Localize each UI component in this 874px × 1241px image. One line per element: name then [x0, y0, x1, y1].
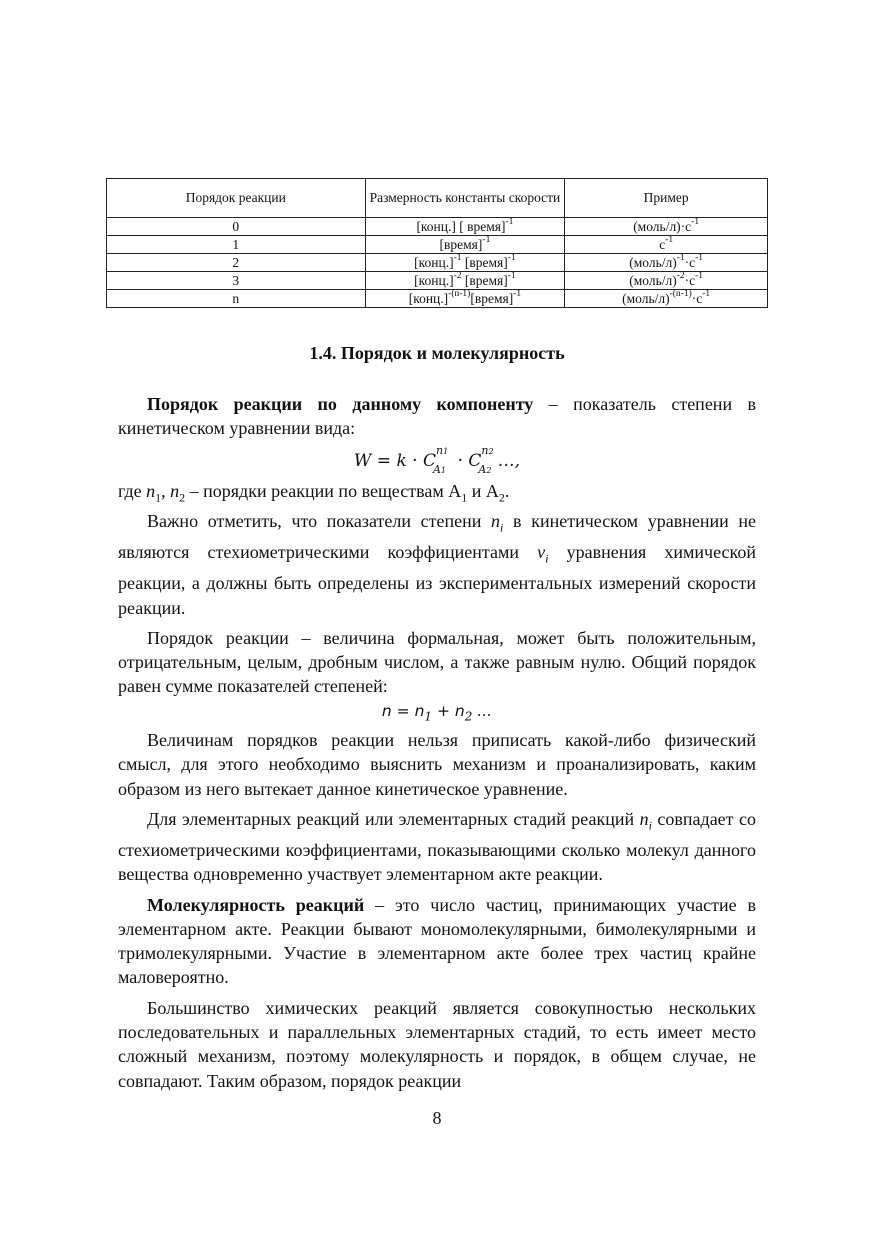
cell-example: $(моль/л)^{-(n-1)}\cdot с^{-1}$	[565, 290, 768, 308]
cell-dimension: [конц.]$^{-1}$ [время]$^{-1}$	[365, 254, 565, 272]
table-row	[107, 272, 768, 290]
page-number: 8	[432, 1108, 442, 1128]
cell-example: $(моль/л)\cdot с^{-1}$	[565, 218, 768, 236]
paragraph-elementary: Для элементарных реакций или элементарных стадий реакций $n_i$ совпадает со стехиометрическими коэффициентами, показывающими сколько молекул данного вещества одновременно участвует элементарном акте реакции.	[118, 809, 756, 885]
cell-dimension: [конц.] [ время]$^{-1}$	[365, 218, 565, 236]
paragraph-where: где $n_1$, $n_2$ – порядки реакции по веществам $А_1$ и $А_2$.	[118, 480, 510, 505]
cell-order: 1	[107, 236, 366, 254]
header-order: Порядок реакции	[107, 179, 366, 218]
cell-dimension: [конц.]$^{-(n-1)}$[время]$^{-1}$	[365, 290, 565, 308]
formula-total-order: $n = n_1 + n_2$ ...	[381, 701, 493, 724]
table-row	[107, 254, 768, 272]
paragraph-order-definition: Порядок реакции по данному компоненту – показатель степени в кинетическом уравнении вида:	[118, 394, 756, 439]
header-example: Пример	[565, 179, 768, 218]
header-dimension: Размерность константы скорости	[365, 179, 565, 218]
section-title: 1.4. Порядок и молекулярность	[309, 343, 565, 363]
cell-dimension: [время]$^{-1}$	[365, 236, 565, 254]
cell-dimension: [конц.]$^{-2}$ [время]$^{-1}$	[365, 272, 565, 290]
cell-example: $(моль/л)^{-2}\cdot с^{-1}$	[565, 272, 768, 290]
cell-order: 2	[107, 254, 366, 272]
cell-order: n	[107, 290, 366, 308]
paragraph-formal-order: Порядок реакции – величина формальная, может быть положительным, отрицательным, целым, дробным числом, а также равным нулю. Общий порядок равен сумме показателей степеней:	[118, 627, 756, 697]
cell-order: 0	[107, 218, 366, 236]
table-row	[107, 290, 768, 308]
formula-rate-law: W = k · C n1 A1 · C n2 A2 …,	[353, 443, 521, 476]
dimension-table	[106, 178, 768, 308]
paragraph-exponents: Важно отметить, что показатели степени $n_i$ в кинетическом уравнении не являются стехиометрическими коэффициентами $\nu_i$ уравнения химической реакции, а должны быть определены из экспериментальных измерений скорости реакции.	[118, 511, 756, 618]
cell-order: 3	[107, 272, 366, 290]
paragraph-complex-mechanism: Большинство химических реакций является совокупностью нескольких последовательных и параллельных элементарных стадий, то есть имеет место сложный механизм, поэтому молекулярность и порядок, в общем случае, не совпадают. Таким образом, порядок реакции	[118, 997, 756, 1091]
paragraph-physical-meaning: Величинам порядков реакции нельзя приписать какой-либо физический смысл, для этого необходимо выяснить механизм и проанализировать, каким образом из него вытекает данное кинетическое уравнение.	[118, 730, 756, 799]
table-row	[107, 236, 768, 254]
table-row	[107, 218, 768, 236]
cell-example: $(моль/л)^{-1}\cdot с^{-1}$	[565, 254, 768, 272]
paragraph-molecularity: Молекулярность реакций – это число частиц, принимающих участие в элементарном акте. Реакции бывают мономолекулярными, бимолекулярными и тримолекулярными. Участие в элементарном акте более трех частиц крайне маловероятно.	[118, 894, 756, 988]
cell-example: $с^{-1}$	[565, 236, 768, 254]
body-text	[118, 392, 756, 1093]
table-header-row	[107, 179, 768, 218]
